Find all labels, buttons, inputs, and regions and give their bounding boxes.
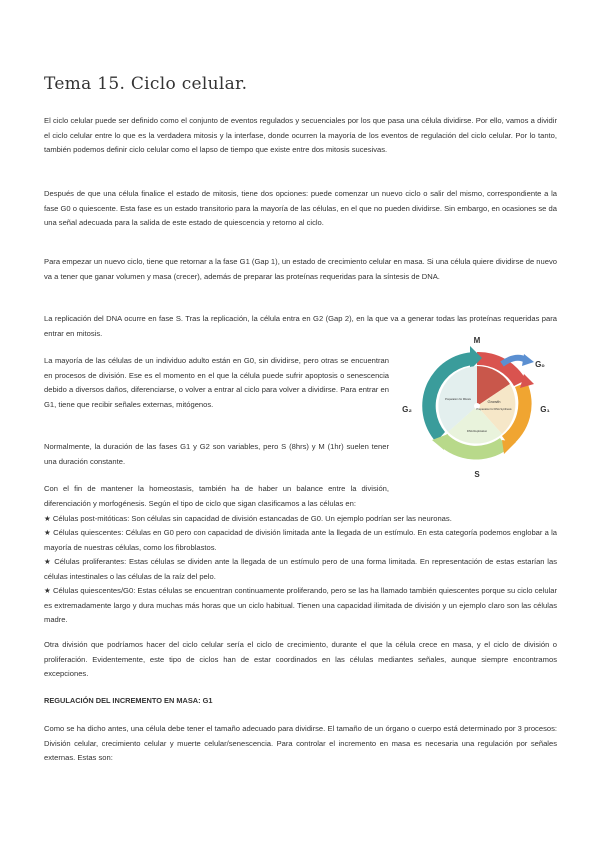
inner-growth-label: Growth — [487, 399, 501, 404]
bullet-quiescent-g0: ★ Células quiescentes/G0: Estas células se encuentran continuamente proliferando, pero se las ha llamado también quiescentes porque su ciclo celular es extremadamente largo y dura muchas más horas que un ciclo habitual. Tienen una capacidad ilimitada de división y un ejemplo claro son las células madre. — [44, 586, 557, 625]
paragraph-s-phase: La replicación del DNA ocurre en fase S. Tras la replicación, la célula entra en G2 (Gap 2), en la que va a generar todas las proteínas requeridas para entrar en mitosis. — [44, 314, 557, 338]
g0-arrow — [502, 358, 526, 364]
bullet-post-mitotic: ★ Células post-mitóticas: Son células sin capacidad de división estancadas de G0. Un ejemplo podrían ser las neuronas. — [44, 514, 452, 523]
paragraph-g1: Para empezar un nuevo ciclo, tiene que retornar a la fase G1 (Gap 1), un estado de crecimiento celular en masa. Si una célula quiere dividirse de nuevo va a tener que ganar volumen y masa (crecer), además de preparar las proteínas requeridas para la síntesis de DNA. — [44, 257, 557, 281]
bullet-proliferating: ★ Células proliferantes: Estas células se dividen ante la llegada de un estímulo pero de una forma limitada. En representación de estas estarían las células intestinales o las células de la raíz del pelo. — [44, 557, 557, 581]
inner-dna-repl-label: DNA Replication — [466, 429, 488, 433]
paragraph-intro: El ciclo celular puede ser definido como el conjunto de eventos regulados y secuenciales por los que pasa una célula dividirse. Por ello, vamos a dividir el ciclo celular entre lo que es la verdadera mitosis y la interfase, donde ocurren la mayoría de los eventos de regulación del ciclo celular. Por lo tanto, también podemos definir ciclo celular como el lapso de tiempo que existe entre dos mitosis sucesivas. — [44, 116, 557, 155]
label-g1: G₁ — [540, 405, 550, 414]
section-heading: REGULACIÓN DEL INCREMENTO EN MASA: G1 — [44, 696, 213, 705]
label-g2: G₂ — [402, 405, 412, 414]
inner-mitosis-prep-label: Preparation for Mitosis — [445, 398, 471, 401]
label-g0: G₀ — [535, 360, 545, 369]
page-title: Tema 15. Ciclo celular. — [44, 74, 248, 94]
label-m: M — [473, 336, 481, 345]
label-s: S — [474, 470, 480, 479]
g0-arrow-head — [522, 354, 534, 366]
paragraph-adult-cells: La mayoría de las células de un individuo adulto están en G0, sin dividirse, pero otras se encuentran en procesos de división. Ese es el momento en el que la célula puede sufrir apoptosis o senescencia debido a diversos daños, diferenciarse, o volver a entrar al ciclo para volver a dividirse. Para entrar en G1, tiene que recibir señales externas, mitógenos. — [44, 356, 389, 409]
paragraph-growth-division: Otra división que podríamos hacer del ciclo celular sería el ciclo de crecimiento, durante el que la célula crece en masa, y el ciclo de división o proliferación. Evidentemente, este tipo de ciclos han de estar coordinados en las células mediantes señales, aunque siempre encontramos excepciones. — [44, 640, 557, 679]
inner-dna-prep-label: Preparation for DNA Synthesis — [476, 408, 512, 411]
paragraph-mass-regulation: Como se ha dicho antes, una célula debe tener el tamaño adecuado para dividirse. El tamaño de un órgano o cuerpo está determinado por 3 procesos: División celular, crecimiento celular y muerte celular/senescencia. Para controlar el incremento en masa es necesaria una regulación por señales externas. Estas son: — [44, 724, 557, 763]
paragraph-durations: Normalmente, la duración de las fases G1 y G2 son variables, pero S (8hrs) y M (1hr) suelen tener una duración constante. — [44, 442, 389, 466]
cell-cycle-svg — [398, 330, 556, 482]
paragraph-homeostasis: Con el fin de mantener la homeostasis, también ha de haber un balance entre la división, diferenciación y morfogénesis. Según el tipo de ciclo que sigan clasificamos a las células en: — [44, 484, 389, 508]
paragraph-g0: Después de que una célula finalice el estado de mitosis, tiene dos opciones: puede comenzar un nuevo ciclo o salir del mismo, correspondiente a la fase G0 o quiescente. Esta fase es un estado transitorio para la mayoría de las células, en el que no pueden dividirse. Sin embargo, en ocasiones se da una señal adecuada para la salida de este estado de quiescencia y retorno al ciclo. — [44, 189, 557, 228]
arrow-head-g1 — [502, 440, 516, 454]
bullet-quiescent: ★ Células quiescentes: Células en G0 pero con capacidad de división limitada ante la llegada de un estímulo. En esta categoría podemos englobar a la mayoría de nuestras células, como los fibroblastos. — [44, 528, 557, 552]
cell-cycle-diagram — [398, 330, 556, 482]
